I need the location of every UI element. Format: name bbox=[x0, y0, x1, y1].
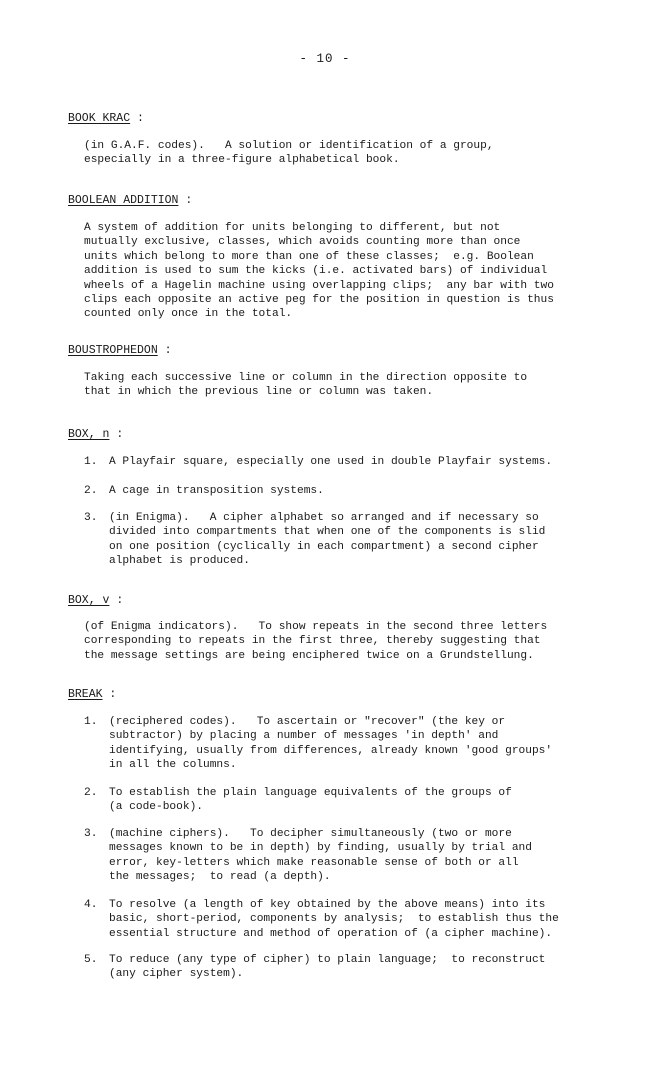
item-number: 3. bbox=[84, 828, 98, 840]
entry-term-book-krac: BOOK KRAC : bbox=[68, 112, 144, 125]
list-item bbox=[84, 827, 532, 885]
entry-term-boolean-addition: BOOLEAN ADDITION : bbox=[68, 194, 193, 207]
list-item bbox=[84, 953, 546, 1011]
item-number: 1. bbox=[84, 456, 98, 468]
item-text: To reduce (any type of cipher) to plain language; to reconstruct (any cipher system). bbox=[109, 954, 546, 981]
item-text: (in Enigma). A cipher alphabet so arranged and if necessary so divided into compartments that when one of the components is slid on one position (cyclically in each compartment) a second cipher alphabet is produced. bbox=[109, 512, 546, 568]
item-number: 3. bbox=[84, 512, 98, 524]
item-text: A Playfair square, especially one used in double Playfair systems. bbox=[109, 456, 553, 468]
entry-body-boolean-addition: A system of addition for units belonging to different, but not mutually exclusive, classes, which avoids counting more than once units which belong to more than one of these classes; e.g. Boolean addition is used to sum the kicks (i.e. activated bars) of individual wheels of a Hagelin machine using overlapping clips; any bar with two clips each opposite an active peg for the position in question is thus counted only once in the total. bbox=[84, 222, 554, 321]
item-text: To establish the plain language equivalents of the groups of (a code-book). bbox=[109, 787, 512, 814]
item-number: 1. bbox=[84, 716, 98, 728]
item-text: A cage in transposition systems. bbox=[109, 485, 324, 497]
entry-term-boustrophedon: BOUSTROPHEDON : bbox=[68, 344, 172, 357]
entry-term-box-n: BOX, n : bbox=[68, 428, 124, 441]
item-text: (reciphered codes). To ascertain or "recover" (the key or subtractor) by placing a number of messages 'in depth' and identifying, usually from differences, already known 'good groups' in all the columns. bbox=[109, 716, 553, 772]
list-item bbox=[84, 511, 546, 569]
item-number: 4. bbox=[84, 899, 98, 911]
entry-body-box-v: (of Enigma indicators). To show repeats in the second three letters corresponding to repeats in the first three, thereby suggesting that the message settings are being enciphered twice on a Grundstellung. bbox=[84, 621, 548, 662]
list-item bbox=[84, 898, 559, 956]
item-text: (machine ciphers). To decipher simultaneously (two or more messages known to be in depth) by finding, usually by trial and error, key-letters which make reasonable sense of both or all the messages; to read (a depth). bbox=[109, 828, 532, 884]
item-number: 5. bbox=[84, 954, 98, 966]
entry-term-break: BREAK : bbox=[68, 688, 117, 701]
entry-term-box-v: BOX, v : bbox=[68, 594, 124, 607]
list-item bbox=[84, 715, 553, 773]
item-number: 2. bbox=[84, 485, 98, 497]
entry-body-boustrophedon: Taking each successive line or column in the direction opposite to that in which the previous line or column was taken. bbox=[84, 372, 528, 399]
entry-body-book-krac: (in G.A.F. codes). A solution or identification of a group, especially in a three-figure alphabetical book. bbox=[84, 140, 494, 167]
item-number: 2. bbox=[84, 787, 98, 799]
page-number: - 10 - bbox=[299, 52, 351, 66]
item-text: To resolve (a length of key obtained by the above means) into its basic, short-period, components by analysis; to establish thus the essential structure and method of operation of (a cipher machine). bbox=[109, 899, 559, 940]
